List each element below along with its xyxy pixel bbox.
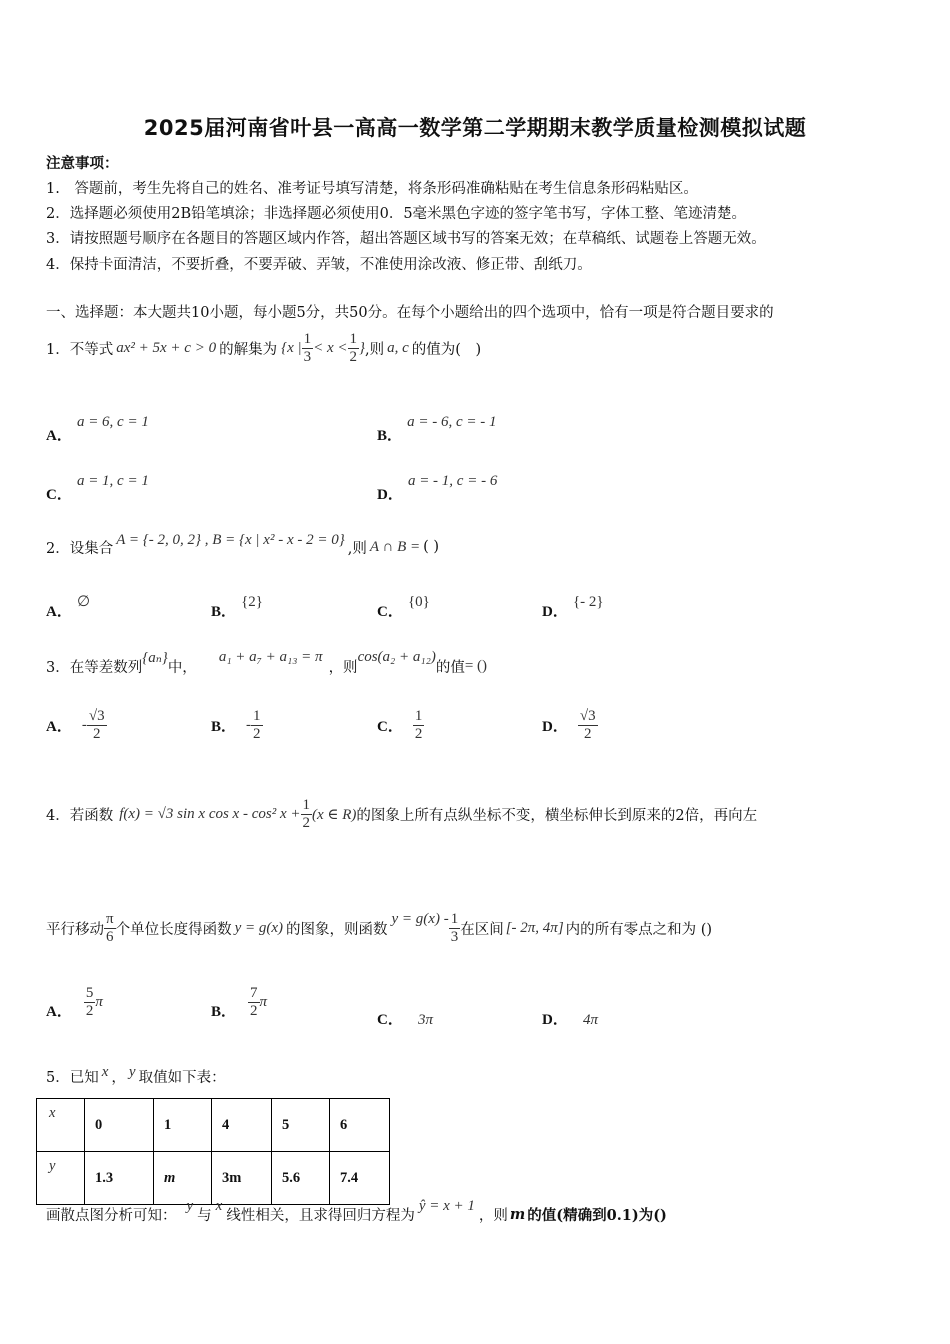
q1-option-b-text: a = - 6, c = - 1 xyxy=(407,414,497,430)
q4-text-5: 的图象，则函数 xyxy=(286,921,388,938)
notice-item-1: 1. 答题前，考生先将自己的姓名、准考证号填写清楚，将条形码准确粘贴在考生信息条形码粘贴区。 xyxy=(46,181,698,197)
q3-number: 3． xyxy=(46,659,70,676)
q4-text-3: 平行移动 xyxy=(46,921,104,938)
q2-text-1: 设集合 xyxy=(69,540,114,557)
q1-lt: < x < xyxy=(313,339,348,356)
q4-text-6: 在区间 xyxy=(460,921,504,938)
q1-text-3: ,则 xyxy=(365,341,385,358)
notice-item-2: 2．选择题必须使用2B铅笔填涂；非选择题必须使用0．5毫米黑色字迹的签字笔书写，字体工整、笔迹清楚。 xyxy=(46,206,747,222)
values-table xyxy=(36,1098,390,1205)
q4-text-7: 内的所有零点之和为 () xyxy=(565,921,713,938)
q1-frac-2: $\frac{1}{2}$ xyxy=(349,330,358,365)
q4-frac-3: $\frac{1}{3}$ xyxy=(450,910,459,945)
q3-option-b[interactable]: B． - $\frac{1}{2}$ xyxy=(211,708,261,742)
q4-option-d[interactable]: D． 4π xyxy=(542,1012,598,1028)
q5-y-2: y xyxy=(186,1197,194,1214)
q2-option-b[interactable]: B． {2} xyxy=(211,594,264,620)
q3-text-3: ，则 xyxy=(328,659,358,676)
q4-text-2: 的图象上所有点纵坐标不变，横坐标伸长到原来的2倍，再向左 xyxy=(356,807,758,824)
q5-text-2: 取值如下表： xyxy=(138,1069,226,1086)
q3-seq: {aₙ} xyxy=(142,649,168,666)
q5-m: m xyxy=(509,1205,526,1223)
q2-option-c[interactable]: C． {0} xyxy=(377,594,430,620)
q4-option-a[interactable]: A． $\frac{5}{2}$ π xyxy=(46,985,103,1020)
q2-number: 2． xyxy=(46,540,70,557)
q4-text-1: 若函数 xyxy=(69,807,114,824)
q3-text-4: 的值 xyxy=(435,659,465,676)
q1-frac-1: $\frac{1}{3}$ xyxy=(303,330,312,365)
table-row: y 1.3 m 3m 5.6 7.4 xyxy=(37,1152,390,1205)
question-5-cont xyxy=(46,1198,667,1230)
question-5 xyxy=(46,1064,226,1088)
q3-text-5: = () xyxy=(464,657,488,674)
q4-expr-2: y = g(x) xyxy=(234,919,284,936)
q2-text-3: ( ) xyxy=(423,539,440,555)
q1-option-d[interactable]: D． a = - 1, c = - 6 xyxy=(377,473,498,503)
q4-interval: [- 2π, 4π] xyxy=(505,919,564,936)
q1-number: 1． xyxy=(46,341,70,358)
q4-expr-a: f(x) = √3 sin x cos x - cos² x + xyxy=(119,805,301,822)
q4-option-b[interactable]: B． $\frac{7}{2}$ π xyxy=(211,985,268,1020)
q1-option-c[interactable]: C． a = 1, c = 1 xyxy=(46,473,149,503)
q4-text-4: 个单位长度得函数 xyxy=(115,921,232,938)
q1-set-close: } xyxy=(359,339,366,356)
q2-option-a[interactable]: A． ∅ xyxy=(46,594,91,620)
q4-expr-3: y = g(x) - xyxy=(391,910,449,927)
q5-text-4: 与 xyxy=(197,1207,212,1224)
q5-text-3: 画散点图分析可知： xyxy=(46,1207,177,1224)
page-title: 2025届河南省叶县一高高一数学第二学期期末教学质量检测模拟试题 xyxy=(143,116,807,140)
q1-expr: ax² + 5x + c > 0 xyxy=(116,339,217,356)
question-4-cont xyxy=(46,906,712,950)
question-3 xyxy=(46,646,487,686)
q4-option-c[interactable]: C． 3π xyxy=(377,1012,433,1028)
question-1 xyxy=(46,322,481,374)
question-4 xyxy=(46,792,757,836)
q5-text-1: 已知 xyxy=(69,1069,99,1086)
notice-heading: 注意事项： xyxy=(46,155,119,172)
q5-x-2: x xyxy=(215,1197,223,1214)
q2-text-2: ,则 xyxy=(347,540,367,557)
notice-item-4: 4．保持卡面清洁，不要折叠，不要弄破、弄皱，不准使用涂改液、修正带、刮纸刀。 xyxy=(46,257,592,273)
q2-expr: A = {- 2, 0, 2} , B = {x | x² - x - 2 = 0} xyxy=(116,531,345,548)
table-row: x 0 1 4 5 6 xyxy=(37,1099,390,1152)
q1-option-a[interactable]: A． a = 6, c = 1 xyxy=(46,414,149,444)
q2-expr-2: A ∩ B = xyxy=(369,538,421,555)
question-2 xyxy=(46,530,439,564)
q1-option-a-text: a = 6, c = 1 xyxy=(76,414,149,430)
q1-option-b[interactable]: B． a = - 6, c = - 1 xyxy=(377,414,497,444)
notice-item-3: 3．请按照题号顺序在各题目的答题区域内作答，超出答题区域书写的答案无效；在草稿纸、试题卷上答题无效。 xyxy=(46,231,766,247)
q1-text-4: 的值为( ) xyxy=(411,341,482,358)
q3-expr-2: cos(a₂ + a₁₂) xyxy=(357,648,436,665)
q3-option-d[interactable]: D． $\frac{√3}{2}$ xyxy=(542,708,596,742)
q3-option-a[interactable]: A． - $\frac{√3}{2}$ xyxy=(46,708,105,742)
q5-x: x xyxy=(101,1063,109,1080)
q3-option-c[interactable]: C． $\frac{1}{2}$ xyxy=(377,708,423,742)
q5-text-6: ，则 xyxy=(478,1207,508,1224)
q5-expr: ŷ = x + 1 xyxy=(418,1197,475,1214)
q5-sep: ， xyxy=(111,1069,126,1086)
q5-y: y xyxy=(128,1063,136,1080)
q5-text-5: 线性相关，且求得回归方程为 xyxy=(226,1207,415,1224)
q1-option-d-text: a = - 1, c = - 6 xyxy=(407,473,498,489)
q1-text-1: 不等式 xyxy=(69,341,114,358)
q4-number: 4． xyxy=(46,807,70,824)
q3-text-2: 中， xyxy=(167,659,197,676)
q1-text-2: 的解集为 xyxy=(219,341,278,358)
section-heading: 一、选择题：本大题共10小题，每小题5分，共50分。在每个小题给出的四个选项中，恰有一项是符合题目要求的 xyxy=(46,305,774,321)
q1-set-open: {x | xyxy=(281,339,302,356)
q1-option-c-text: a = 1, c = 1 xyxy=(76,473,149,489)
q5-number: 5． xyxy=(46,1069,70,1086)
q4-frac-pi: $\frac{\pi}{6}$ xyxy=(106,910,114,945)
q2-option-d[interactable]: D． {- 2} xyxy=(542,594,604,620)
q1-vars: a, c xyxy=(387,339,409,356)
q3-text-1: 在等差数列 xyxy=(69,659,143,676)
q3-expr: a₁ + a₇ + a₁₃ = π xyxy=(218,648,323,665)
q4-expr-b: (x ∈ R) xyxy=(312,806,357,823)
q5-text-7: 的值(精确到0.1)为() xyxy=(527,1206,667,1224)
q4-frac: $\frac{1}{2}$ xyxy=(302,796,310,831)
